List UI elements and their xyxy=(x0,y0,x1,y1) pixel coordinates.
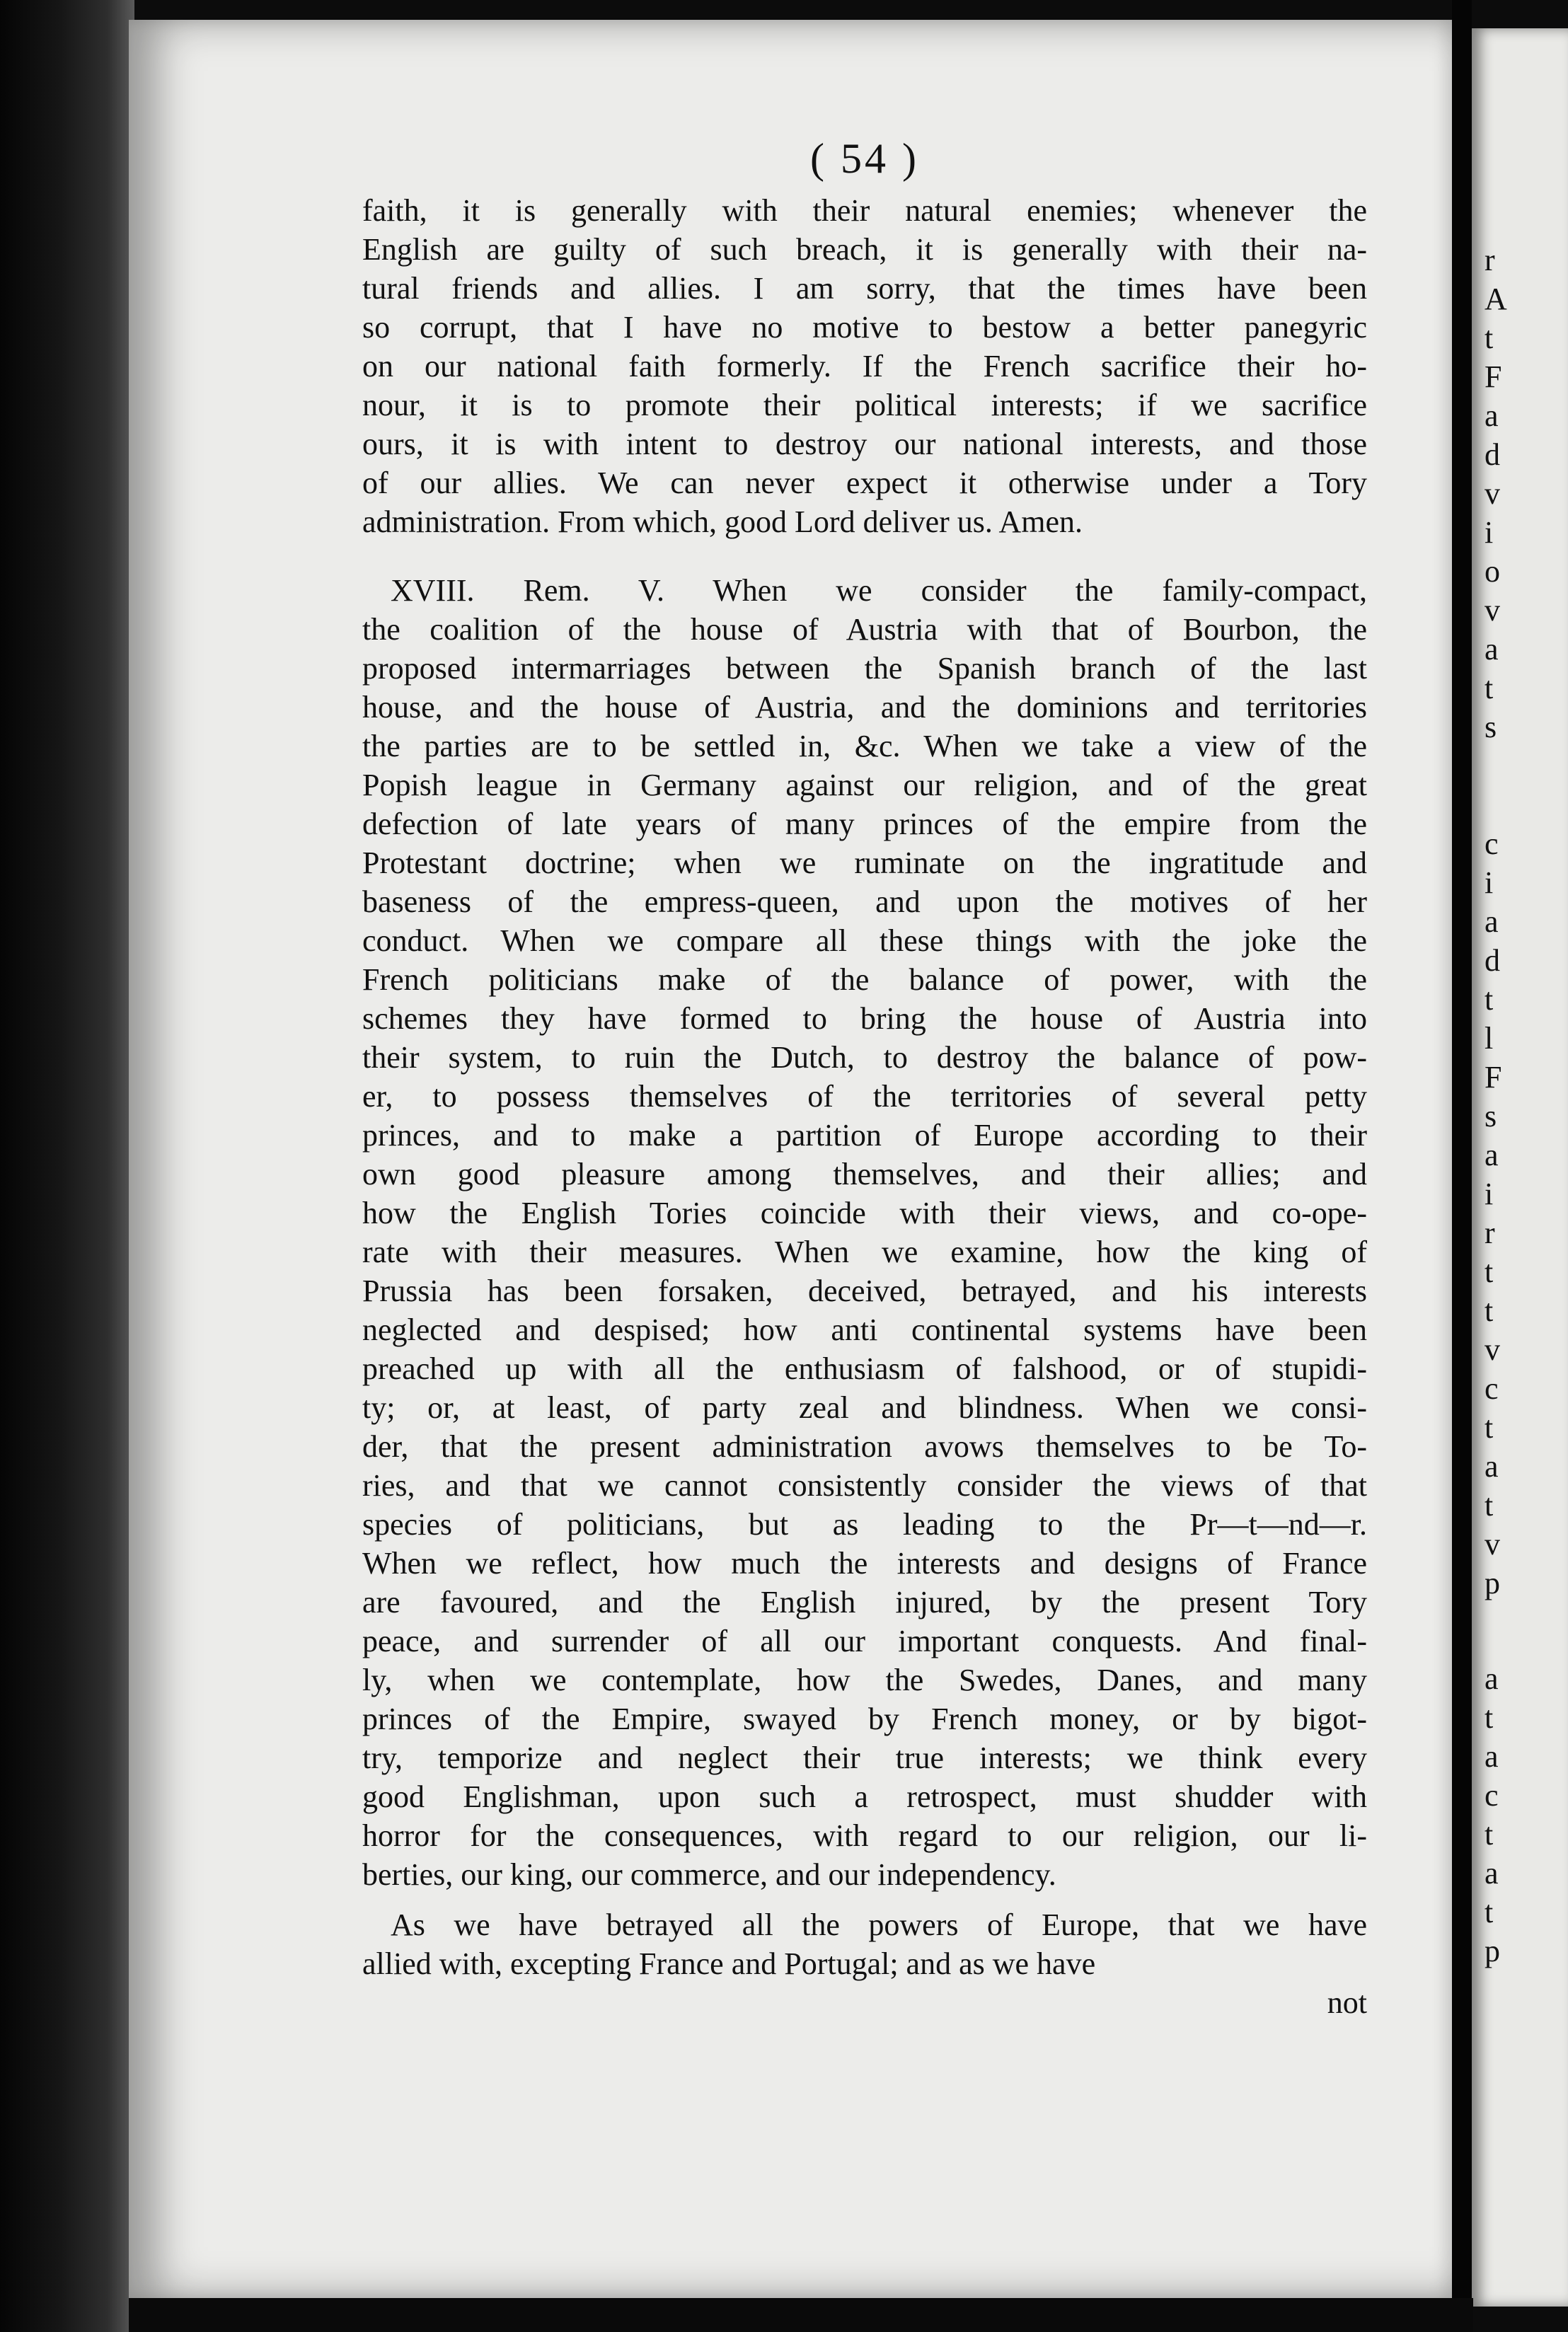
text-line: Protestant doctrine; when we ruminate on the ingratitude and xyxy=(362,845,1367,880)
catchword-row xyxy=(362,1983,1367,2022)
text-line: of our allies. We can never expect it otherwise under a Tory xyxy=(362,466,1367,500)
facing-page-letter: o xyxy=(1485,554,1500,589)
text-line: administration. From which, good Lord deliver us. Amen. xyxy=(362,504,1083,539)
text-line: defection of late years of many princes of the empire from the xyxy=(362,807,1367,841)
text-line: the parties are to be settled in, &c. When we take a view of the xyxy=(362,729,1367,763)
facing-page-letter: t xyxy=(1485,321,1494,355)
facing-page-letter: i xyxy=(1485,1177,1494,1211)
text-line: XVIII. Rem. V. When we consider the family-compact, xyxy=(391,573,1367,608)
facing-page-letter: p xyxy=(1485,1566,1500,1600)
facing-page-letter: r xyxy=(1485,1216,1495,1250)
facing-page-letter: v xyxy=(1485,476,1500,511)
facing-page-letter: l xyxy=(1485,1021,1494,1056)
text-line: When we reflect, how much the interests and designs of France xyxy=(362,1546,1367,1581)
text-line: ty; or, at least, of party zeal and blindness. When we consi- xyxy=(362,1390,1367,1425)
facing-page-letter: v xyxy=(1485,1332,1500,1367)
facing-page-letter: d xyxy=(1485,437,1500,472)
facing-page-letter: t xyxy=(1485,671,1494,705)
facing-page-letter: F xyxy=(1485,1060,1502,1095)
text-line: try, temporize and neglect their true interests; we think every xyxy=(362,1741,1367,1775)
text-line: ries, and that we cannot consistently consider the views of that xyxy=(362,1468,1367,1503)
text-line: princes, and to make a partition of Europe according to their xyxy=(362,1118,1367,1153)
facing-page-letter: i xyxy=(1485,865,1494,900)
text-line: ours, it is with intent to destroy our national interests, and those xyxy=(362,427,1367,461)
text-line: As we have betrayed all the powers of Europe, that we have xyxy=(391,1907,1367,1942)
facing-page-edge xyxy=(1472,28,1568,2307)
facing-page-letter: c xyxy=(1485,1371,1499,1406)
text-line: allied with, excepting France and Portugal; and as we have xyxy=(362,1946,1096,1981)
text-line: proposed intermarriages between the Spanish branch of the last xyxy=(362,651,1367,686)
text-line: good Englishman, upon such a retrospect, must shudder with xyxy=(362,1779,1367,1814)
book-page xyxy=(129,20,1452,2298)
text-line: house, and the house of Austria, and the dominions and territories xyxy=(362,690,1367,725)
facing-page-letter: t xyxy=(1485,1895,1494,1929)
facing-page-letter: a xyxy=(1485,1661,1499,1696)
text-line: berties, our king, our commerce, and our independency. xyxy=(362,1857,1056,1892)
text-line: English are guilty of such breach, it is generally with their na- xyxy=(362,232,1367,267)
facing-page-letter: t xyxy=(1485,1254,1494,1289)
facing-page-letter: v xyxy=(1485,1527,1500,1562)
facing-page-letter: t xyxy=(1485,1410,1494,1445)
facing-page-letter: s xyxy=(1485,1099,1497,1133)
text-line: peace, and surrender of all our important conquests. And final- xyxy=(362,1624,1367,1658)
text-line: so corrupt, that I have no motive to bestow a better panegyric xyxy=(362,310,1367,345)
text-line: faith, it is generally with their natural enemies; whenever the xyxy=(362,193,1367,228)
catchword: not xyxy=(1327,1985,1367,2020)
text-line: on our national faith formerly. If the French sacrifice their ho- xyxy=(362,349,1367,383)
facing-page-letter: a xyxy=(1485,904,1499,939)
text-line: the coalition of the house of Austria with that of Bourbon, the xyxy=(362,612,1367,647)
text-line: princes of the Empire, swayed by French money, or by bigot- xyxy=(362,1702,1367,1736)
text-line: species of politicians, but as leading to the Pr—t—nd—r. xyxy=(362,1507,1367,1542)
facing-page-letter: a xyxy=(1485,632,1499,666)
facing-page-letter: s xyxy=(1485,710,1497,744)
facing-page-letter: t xyxy=(1485,1700,1494,1735)
facing-page-letter: c xyxy=(1485,1778,1499,1813)
text-line: Prussia has been forsaken, deceived, betrayed, and his interests xyxy=(362,1274,1367,1308)
facing-page-letter: v xyxy=(1485,593,1500,628)
text-line: ly, when we contemplate, how the Swedes, Danes, and many xyxy=(362,1663,1367,1697)
facing-page-letter: a xyxy=(1485,398,1499,433)
facing-page-letter: a xyxy=(1485,1739,1499,1774)
facing-page-letter: t xyxy=(1485,1817,1494,1852)
page-number: ( 54 ) xyxy=(810,135,919,182)
facing-page-letter: i xyxy=(1485,515,1494,550)
book-gutter-shadow xyxy=(0,0,134,2332)
facing-page-letter: F xyxy=(1485,359,1502,394)
text-line: horror for the consequences, with regard to our religion, our li- xyxy=(362,1818,1367,1853)
text-line: their system, to ruin the Dutch, to destroy the balance of pow- xyxy=(362,1040,1367,1075)
facing-page-letter: d xyxy=(1485,943,1500,978)
text-line: are favoured, and the English injured, by the present Tory xyxy=(362,1585,1367,1620)
text-line: own good pleasure among themselves, and their allies; and xyxy=(362,1157,1367,1191)
scan-bottom-edge xyxy=(129,2298,1473,2332)
facing-page-letter: a xyxy=(1485,1856,1499,1891)
text-line: Popish league in Germany against our religion, and of the great xyxy=(362,768,1367,802)
text-line: schemes they have formed to bring the house of Austria into xyxy=(362,1001,1367,1036)
text-line: preached up with all the enthusiasm of falshood, or of stupidi- xyxy=(362,1351,1367,1386)
facing-page-letter: A xyxy=(1485,282,1507,316)
facing-page-letter: a xyxy=(1485,1138,1499,1172)
text-line: rate with their measures. When we examine, how the king of xyxy=(362,1235,1367,1269)
text-line: tural friends and allies. I am sorry, that the times have been xyxy=(362,271,1367,306)
facing-page-letter: t xyxy=(1485,1293,1494,1328)
text-line: conduct. When we compare all these things with the joke the xyxy=(362,923,1367,958)
facing-page-letter: t xyxy=(1485,1488,1494,1523)
text-line: er, to possess themselves of the territories of several petty xyxy=(362,1079,1367,1114)
paragraph-2 xyxy=(362,571,1367,1894)
text-line: French politicians make of the balance of power, with the xyxy=(362,962,1367,997)
facing-page-letter: a xyxy=(1485,1449,1499,1484)
text-line: nour, it is to promote their political interests; if we sacrifice xyxy=(362,388,1367,422)
text-line: baseness of the empress-queen, and upon the motives of her xyxy=(362,884,1367,919)
page-text-block xyxy=(362,133,1367,2022)
paragraph-1 xyxy=(362,191,1367,541)
text-line: neglected and despised; how anti continental systems have been xyxy=(362,1312,1367,1347)
facing-page-letter: t xyxy=(1485,982,1494,1017)
paragraph-3 xyxy=(362,1905,1367,1983)
text-line: how the English Tories coincide with their views, and co-ope- xyxy=(362,1196,1367,1230)
facing-page-letter: p xyxy=(1485,1934,1500,1968)
text-line: der, that the present administration avows themselves to be To- xyxy=(362,1429,1367,1464)
facing-page-letter: c xyxy=(1485,826,1499,861)
page-divider xyxy=(1452,0,1472,2332)
facing-page-letter: r xyxy=(1485,243,1495,277)
